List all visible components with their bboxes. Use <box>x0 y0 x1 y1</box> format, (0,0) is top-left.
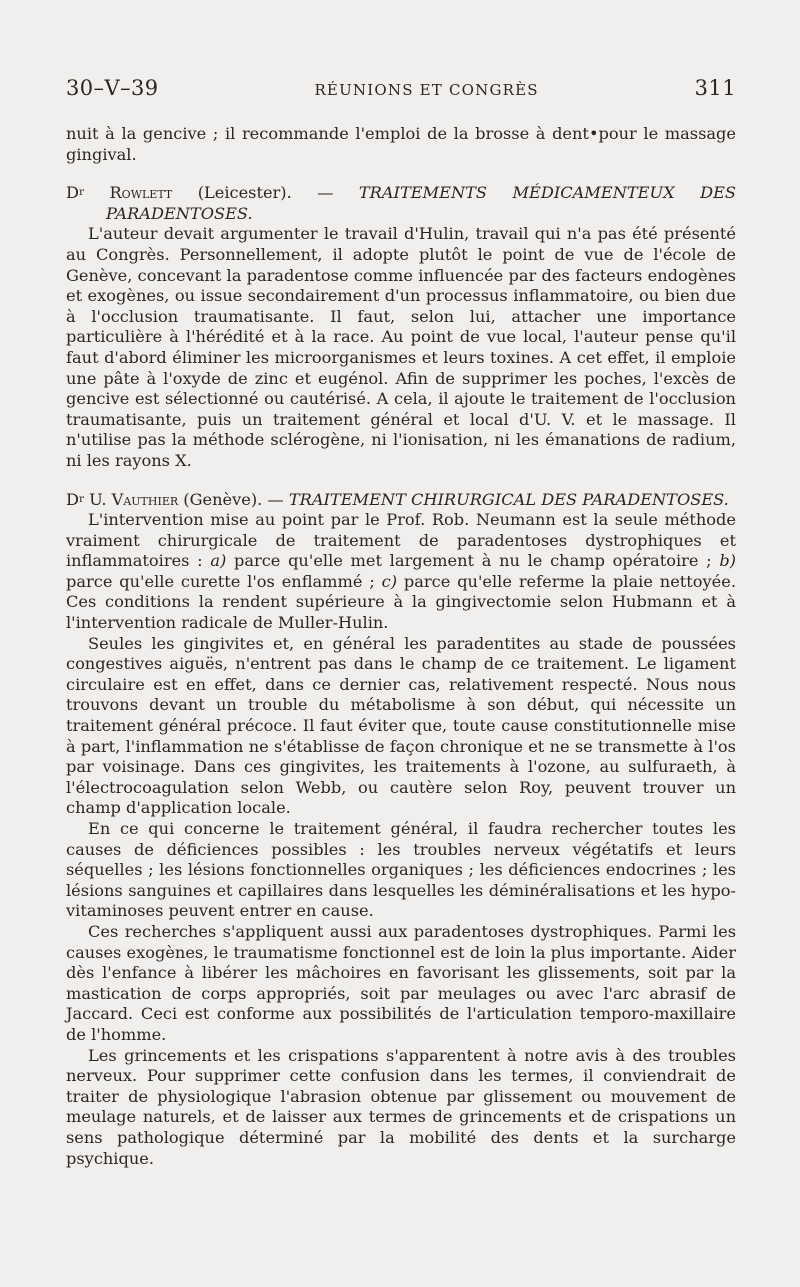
paragraph: Seules les gingivites et, en général les paradentites au stade de poussées congestives aiguës, n'entrent pas dans le champ de ce traitement. Le ligament circulaire est en effet, dans ce dernier cas, relativement respecté. Nous nous trouvons devant un trouble du métabolisme à son début, qui nécessite un traitement général précoce. Il faut éviter que, toute cause constitutionnelle mise à part, l'inflammation ne s'établisse de façon chronique et ne se transmette à l'os par voisinage. Dans ces gingivites, les traitements à l'ozone, au sulfuraeth, à l'électrocoagulation selon Webb, ou cautère selon Roy, peuvent trouver un champ d'application locale. <box>66 633 736 818</box>
author-location: (Leicester). <box>197 183 292 203</box>
doctor-abbrev-sup: r <box>78 186 85 199</box>
running-head <box>66 76 736 100</box>
issue-date: 30–V–39 <box>66 76 159 100</box>
paragraph <box>66 510 736 634</box>
author-initial: U. <box>89 489 107 509</box>
section-vauthier <box>66 490 736 1170</box>
heading-dash: — <box>267 489 284 509</box>
text-run: L'intervention mise au point par le Prof. Rob. Neumann est la seule méthode vraiment chirurgicale de traitement de paradentoses dystrophiques et inflammatoires : <box>66 510 736 571</box>
list-marker: b) <box>719 551 736 571</box>
author-location: (Genève). <box>183 489 263 509</box>
intro-paragraph: nuit à la gencive ; il recommande l'emploi de la brosse à dent•pour le massage gingival. <box>66 124 736 164</box>
text-run: parce qu'elle met largement à nu le champ opératoire ; <box>226 551 720 571</box>
heading-dash: — <box>317 183 334 203</box>
section-title: TRAITEMENTS MÉDICAMENTEUX DES PARADENTOSES. <box>106 183 736 223</box>
section-heading <box>66 183 736 224</box>
text-run: parce qu'elle curette l'os enflammé ; <box>66 571 382 591</box>
section-rowlett <box>66 183 736 471</box>
paragraph: Les grincements et les crispations s'apparentent à notre avis à des troubles nerveux. Pour supprimer cette confusion dans les termes, il conviendrait de traiter de physiologique l'abrasion obtenue par glissement ou mouvement de meulage naturels, et de laisser aux termes de grincements et de crispations un sens pathologique déterminé par la mobilité des dents et la surcharge psychique. <box>66 1045 736 1168</box>
body-text <box>66 124 736 1169</box>
author-name: Vauthier <box>111 489 179 509</box>
text-run: parce qu'elle referme la plaie nettoyée. Ces conditions la rendent supérieure à la gingivectomie selon Hubmann et à l'intervention radicale de Muller-Hulin. <box>66 571 736 633</box>
section-title: TRAITEMENT CHIRURGICAL DES PARADENTOSES. <box>288 489 729 509</box>
page-number: 311 <box>694 76 736 100</box>
running-title: RÉUNIONS ET CONGRÈS <box>314 81 539 99</box>
doctor-abbrev-sup: r <box>78 492 85 505</box>
list-marker: c) <box>381 571 398 591</box>
list-marker: a) <box>210 551 227 571</box>
section-heading <box>66 490 736 511</box>
doctor-abbrev: D <box>66 183 79 203</box>
doctor-abbrev: D <box>66 489 79 509</box>
paragraph: En ce qui concerne le traitement général, il faudra rechercher toutes les causes de déficiences possibles : les troubles nerveux végétatifs et leurs séquelles ; les lésions fonctionnelles organiques ; les déficiences endocrines ; les lésions sanguines et capillaires dans lesquelles les déminéralisations et les hypo-vitaminoses peuvent entrer en cause. <box>66 819 736 921</box>
author-name: Rowlett <box>109 183 173 203</box>
paragraph: L'auteur devait argumenter le travail d'Hulin, travail qui n'a pas été présenté au Congrès. Personnellement, il adopte plutôt le point de vue de l'école de Genève, concevant la paradentose comme influencée par des facteurs endogènes et exogènes, ou issue secondairement d'un processus inflammatoire, ou bien due à l'occlusion traumatisante. Il faut, selon lui, attacher une importance particulière à l'hérédité et à la race. Au point de vue local, l'auteur pense qu'il faut d'abord éliminer les microorganismes et leurs toxines. A cet effet, il emploie une pâte à l'oxyde de zinc et eugénol. Afin de supprimer les poches, l'excès de gencive est sélectionné ou cautérisé. A cela, il ajoute le traitement de l'occlusion traumatisante, puis un traitement général et local d'U. V. et le massage. Il n'utilise pas la méthode sclérogène, ni l'ionisation, ni les émanations de radium, ni les rayons X. <box>66 224 736 470</box>
paragraph: Ces recherches s'appliquent aussi aux paradentoses dystrophiques. Parmi les causes exogènes, le traumatisme fonctionnel est de loin la plus importante. Aider dès l'enfance à libérer les mâchoires en favorisant les glissements, soit par la mastication de corps appropriés, soit par meulages ou avec l'arc abrasif de Jaccard. Ceci est conforme aux possibilités de l'articulation temporo-maxillaire de l'homme. <box>66 921 736 1044</box>
